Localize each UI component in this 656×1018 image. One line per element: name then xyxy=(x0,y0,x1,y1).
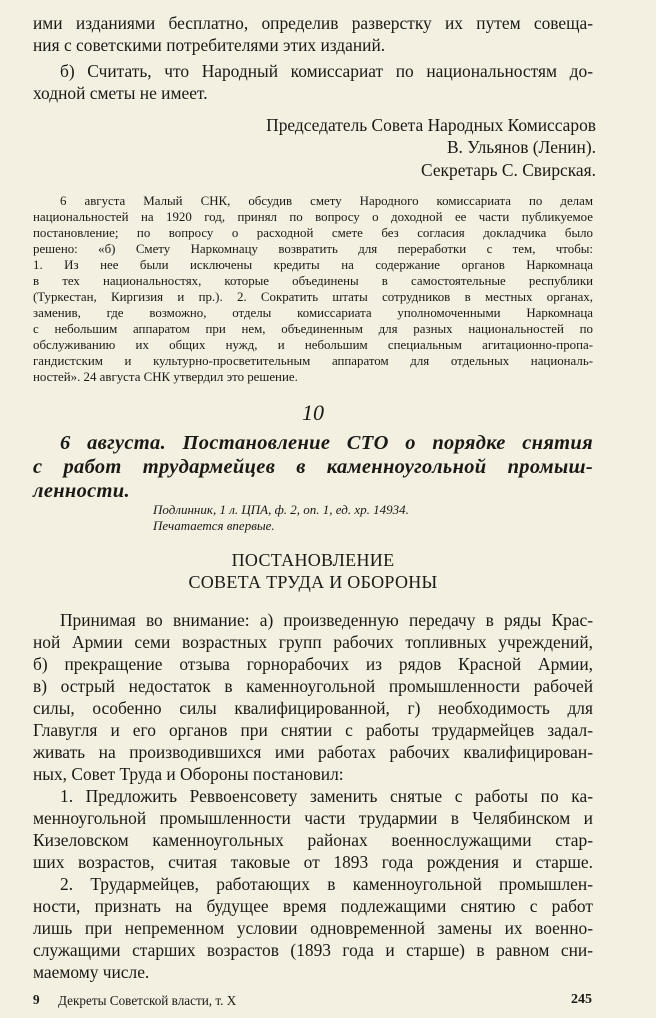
note-line: постановление; по вопросу о расходной смете без согласия докладчика было xyxy=(33,226,593,240)
body-line: ной Армии семи возрастных групп рабочих топливных учреждений, xyxy=(33,632,593,652)
signature-mark: 9 xyxy=(33,992,40,1007)
body-line: лишь при непременном условии одновременной замены их военно- xyxy=(33,918,593,938)
body-line: 1. Предложить Реввоенсовету заменить снятые с работы по ка- xyxy=(60,786,593,806)
note-line: (Туркестан, Киргизия и пр.). 2. Сократить штаты сотрудников в местных органах, xyxy=(33,290,593,304)
note-line: с небольшим аппаратом при нем, объединенным для разных национальностей по xyxy=(33,322,593,336)
book-title: Декреты Советской власти, т. X xyxy=(58,993,237,1008)
note-line: обслуживанию их общих нужд, и небольшим специальным агитационно-пропа- xyxy=(33,338,593,352)
signature-secretary: Секретарь С. Свирская. xyxy=(421,160,596,180)
body-line: Главугля и его органов при снятии с работы трудармейцев задал- xyxy=(33,720,593,740)
body-line: Кизеловском каменноугольных районах военнослужащими стар- xyxy=(33,830,593,850)
body-line: маемому числе. xyxy=(33,962,150,982)
body-line: Принимая во внимание: а) произведенную передачу в ряды Крас- xyxy=(60,610,593,630)
publication-note: Печатается впервые. xyxy=(153,518,275,533)
body-line: живать на производившихся ими работах рабочих квалифицирован- xyxy=(33,742,593,762)
note-line: решено: «б) Смету Наркомнацу возвратить для переработки с тем, чтобы: xyxy=(33,242,593,256)
signature-chairman-name: В. Ульянов (Ленин). xyxy=(446,137,596,157)
body-line: б) прекращение отзыва горнорабочих из рядов Красной Армии, xyxy=(33,654,593,674)
source-reference: Подлинник, 1 л. ЦПА, ф. 2, оп. 1, ед. хр. 14934. xyxy=(153,502,409,517)
body-line: менноугольной промышленности части трудармии в Челябинском и xyxy=(33,808,593,828)
note-line: национальностей на 1920 год, принял по вопросу о доходной ее части публикуемое xyxy=(33,210,593,224)
note-line: в тех национальностях, которые объединены в самостоятельные республики xyxy=(33,274,593,288)
heading-line: с работ трудармейцев в каменноугольной промыш- xyxy=(33,456,593,478)
signature-chairman-title: Председатель Совета Народных Комиссаров xyxy=(266,115,596,135)
text-line: ния с советскими потребителями этих изданий. xyxy=(33,35,386,55)
body-line: силы, особенно силы квалифицированной, г) необходимость для xyxy=(33,698,593,718)
body-line: ных, Совет Труда и Обороны постановил: xyxy=(33,764,344,784)
resolution-title: ПОСТАНОВЛЕНИЕ xyxy=(231,550,395,570)
document-number: 10 xyxy=(302,400,324,425)
body-line: 2. Трудармейцев, работающих в каменноугольной промышлен- xyxy=(60,874,593,894)
body-line: служащими старших возрастов (1893 года и старше) в равном сни- xyxy=(33,940,593,960)
heading-line: ленности. xyxy=(33,480,130,502)
resolution-subtitle: СОВЕТА ТРУДА И ОБОРОНЫ xyxy=(188,572,438,592)
note-line: 1. Из нее были исключены кредиты на содержание органов Наркомнаца xyxy=(33,258,593,272)
note-line: 6 августа Малый СНК, обсудив смету Народного комиссариата по делам xyxy=(60,194,593,208)
text-line: ходной сметы не имеет. xyxy=(33,83,208,103)
page-number: 245 xyxy=(571,992,592,1007)
note-line: ностей». 24 августа СНК утвердил это решение. xyxy=(33,370,298,384)
text-line: ими изданиями бесплатно, определив разверстку их путем совеща- xyxy=(33,13,593,33)
heading-line: 6 августа. Постановление СТО о порядке снятия xyxy=(60,432,593,454)
body-line: в) острый недостаток в каменноугольной промышленности рабочей xyxy=(33,676,593,696)
note-line: заменив, где возможно, отделы комиссариата уполномоченными Наркомнаца xyxy=(33,306,593,320)
body-line: ших возрастов, считая таковые от 1893 года рождения и старше. xyxy=(33,852,593,872)
body-line: ности, признать на будущее время подлежащими снятию с работ xyxy=(33,896,593,916)
note-line: гандистским и культурно-просветительным аппаратом для отдельных националь- xyxy=(33,354,593,368)
text-line: б) Считать, что Народный комиссариат по национальностям до- xyxy=(60,61,593,81)
